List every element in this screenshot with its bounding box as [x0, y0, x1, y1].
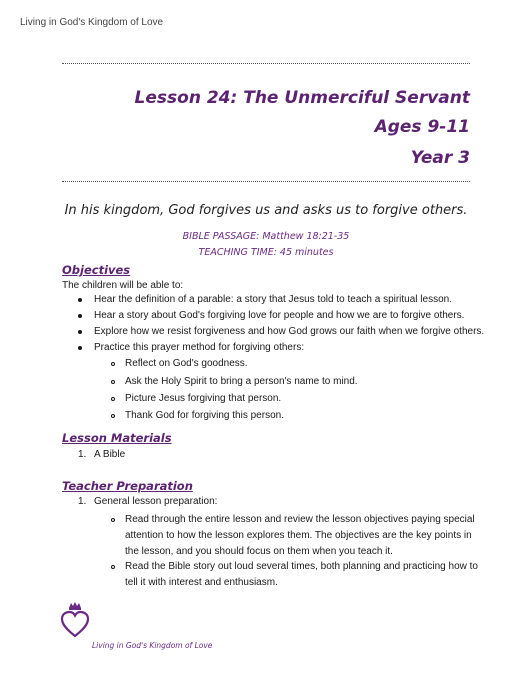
bullet-icon — [78, 330, 82, 334]
bullet-icon — [78, 298, 82, 302]
objective-text: Practice this prayer method for forgiving others: — [94, 342, 305, 353]
lesson-tagline: In his kingdom, God forgives us and asks us to forgive others. — [64, 203, 468, 218]
prayer-steps-list — [111, 356, 471, 426]
objective-text: Hear a story about God's forgiving love for people and how we are to forgive others. — [94, 310, 465, 321]
list-number: 1. — [78, 449, 87, 460]
preparation-subitems — [111, 512, 481, 602]
year-label: Year 3 — [410, 148, 470, 168]
circle-bullet-icon — [111, 362, 115, 366]
paragraph-line: the lesson, and you should focus on them when you teach it. — [125, 546, 393, 557]
prayer-step-text: Ask the Holy Spirit to bring a person's name to mind. — [125, 376, 358, 387]
material-text: A Bible — [94, 449, 126, 460]
paragraph-line: attention to how the lesson explores them. The objectives are the key points in — [125, 530, 472, 541]
read-story-paragraph — [125, 559, 478, 591]
paragraph-line: Read through the entire lesson and review the lesson objectives paying special — [125, 514, 475, 525]
prayer-step-text: Thank God for forgiving this person. — [125, 410, 284, 421]
bottom-divider — [62, 181, 470, 182]
bullet-icon — [78, 346, 82, 350]
preparation-text: General lesson preparation: — [94, 496, 218, 507]
objective-text: Hear the definition of a parable: a story that Jesus told to teach a spiritual lesson. — [94, 294, 452, 305]
objectives-heading: Objectives — [62, 263, 131, 277]
circle-bullet-icon — [111, 414, 115, 418]
paragraph-line: tell it with interest and enthusiasm. — [125, 577, 278, 588]
preparation-heading: Teacher Preparation — [62, 479, 193, 493]
objective-text: Explore how we resist forgiveness and how God grows our faith when we forgive others. — [94, 326, 485, 337]
objectives-intro: The children will be able to: — [62, 280, 184, 291]
crown-heart-icon — [60, 600, 90, 640]
prayer-step-text: Reflect on God's goodness. — [125, 358, 248, 369]
bullet-icon — [78, 314, 82, 318]
preparation-list — [78, 494, 378, 510]
paragraph-line: Read the Bible story out loud several times, both planning and practicing how to — [125, 561, 478, 572]
circle-bullet-icon — [111, 565, 115, 569]
list-number: 1. — [78, 496, 87, 507]
circle-bullet-icon — [111, 380, 115, 384]
prayer-step-text: Picture Jesus forgiving that person. — [125, 393, 282, 404]
age-range: Ages 9-11 — [374, 117, 470, 137]
circle-bullet-icon — [111, 518, 115, 522]
review-objectives-paragraph — [125, 512, 475, 560]
circle-bullet-icon — [111, 397, 115, 401]
top-divider — [62, 63, 470, 64]
running-header: Living in God's Kingdom of Love — [20, 17, 164, 28]
footer-text: Living in God's Kingdom of Love — [92, 641, 213, 650]
materials-list — [78, 447, 278, 463]
bible-passage: BIBLE PASSAGE: Matthew 18:21-35 — [182, 231, 350, 242]
materials-heading: Lesson Materials — [62, 431, 172, 445]
lesson-title: Lesson 24: The Unmerciful Servant — [134, 88, 470, 108]
teaching-time: TEACHING TIME: 45 minutes — [198, 247, 334, 258]
